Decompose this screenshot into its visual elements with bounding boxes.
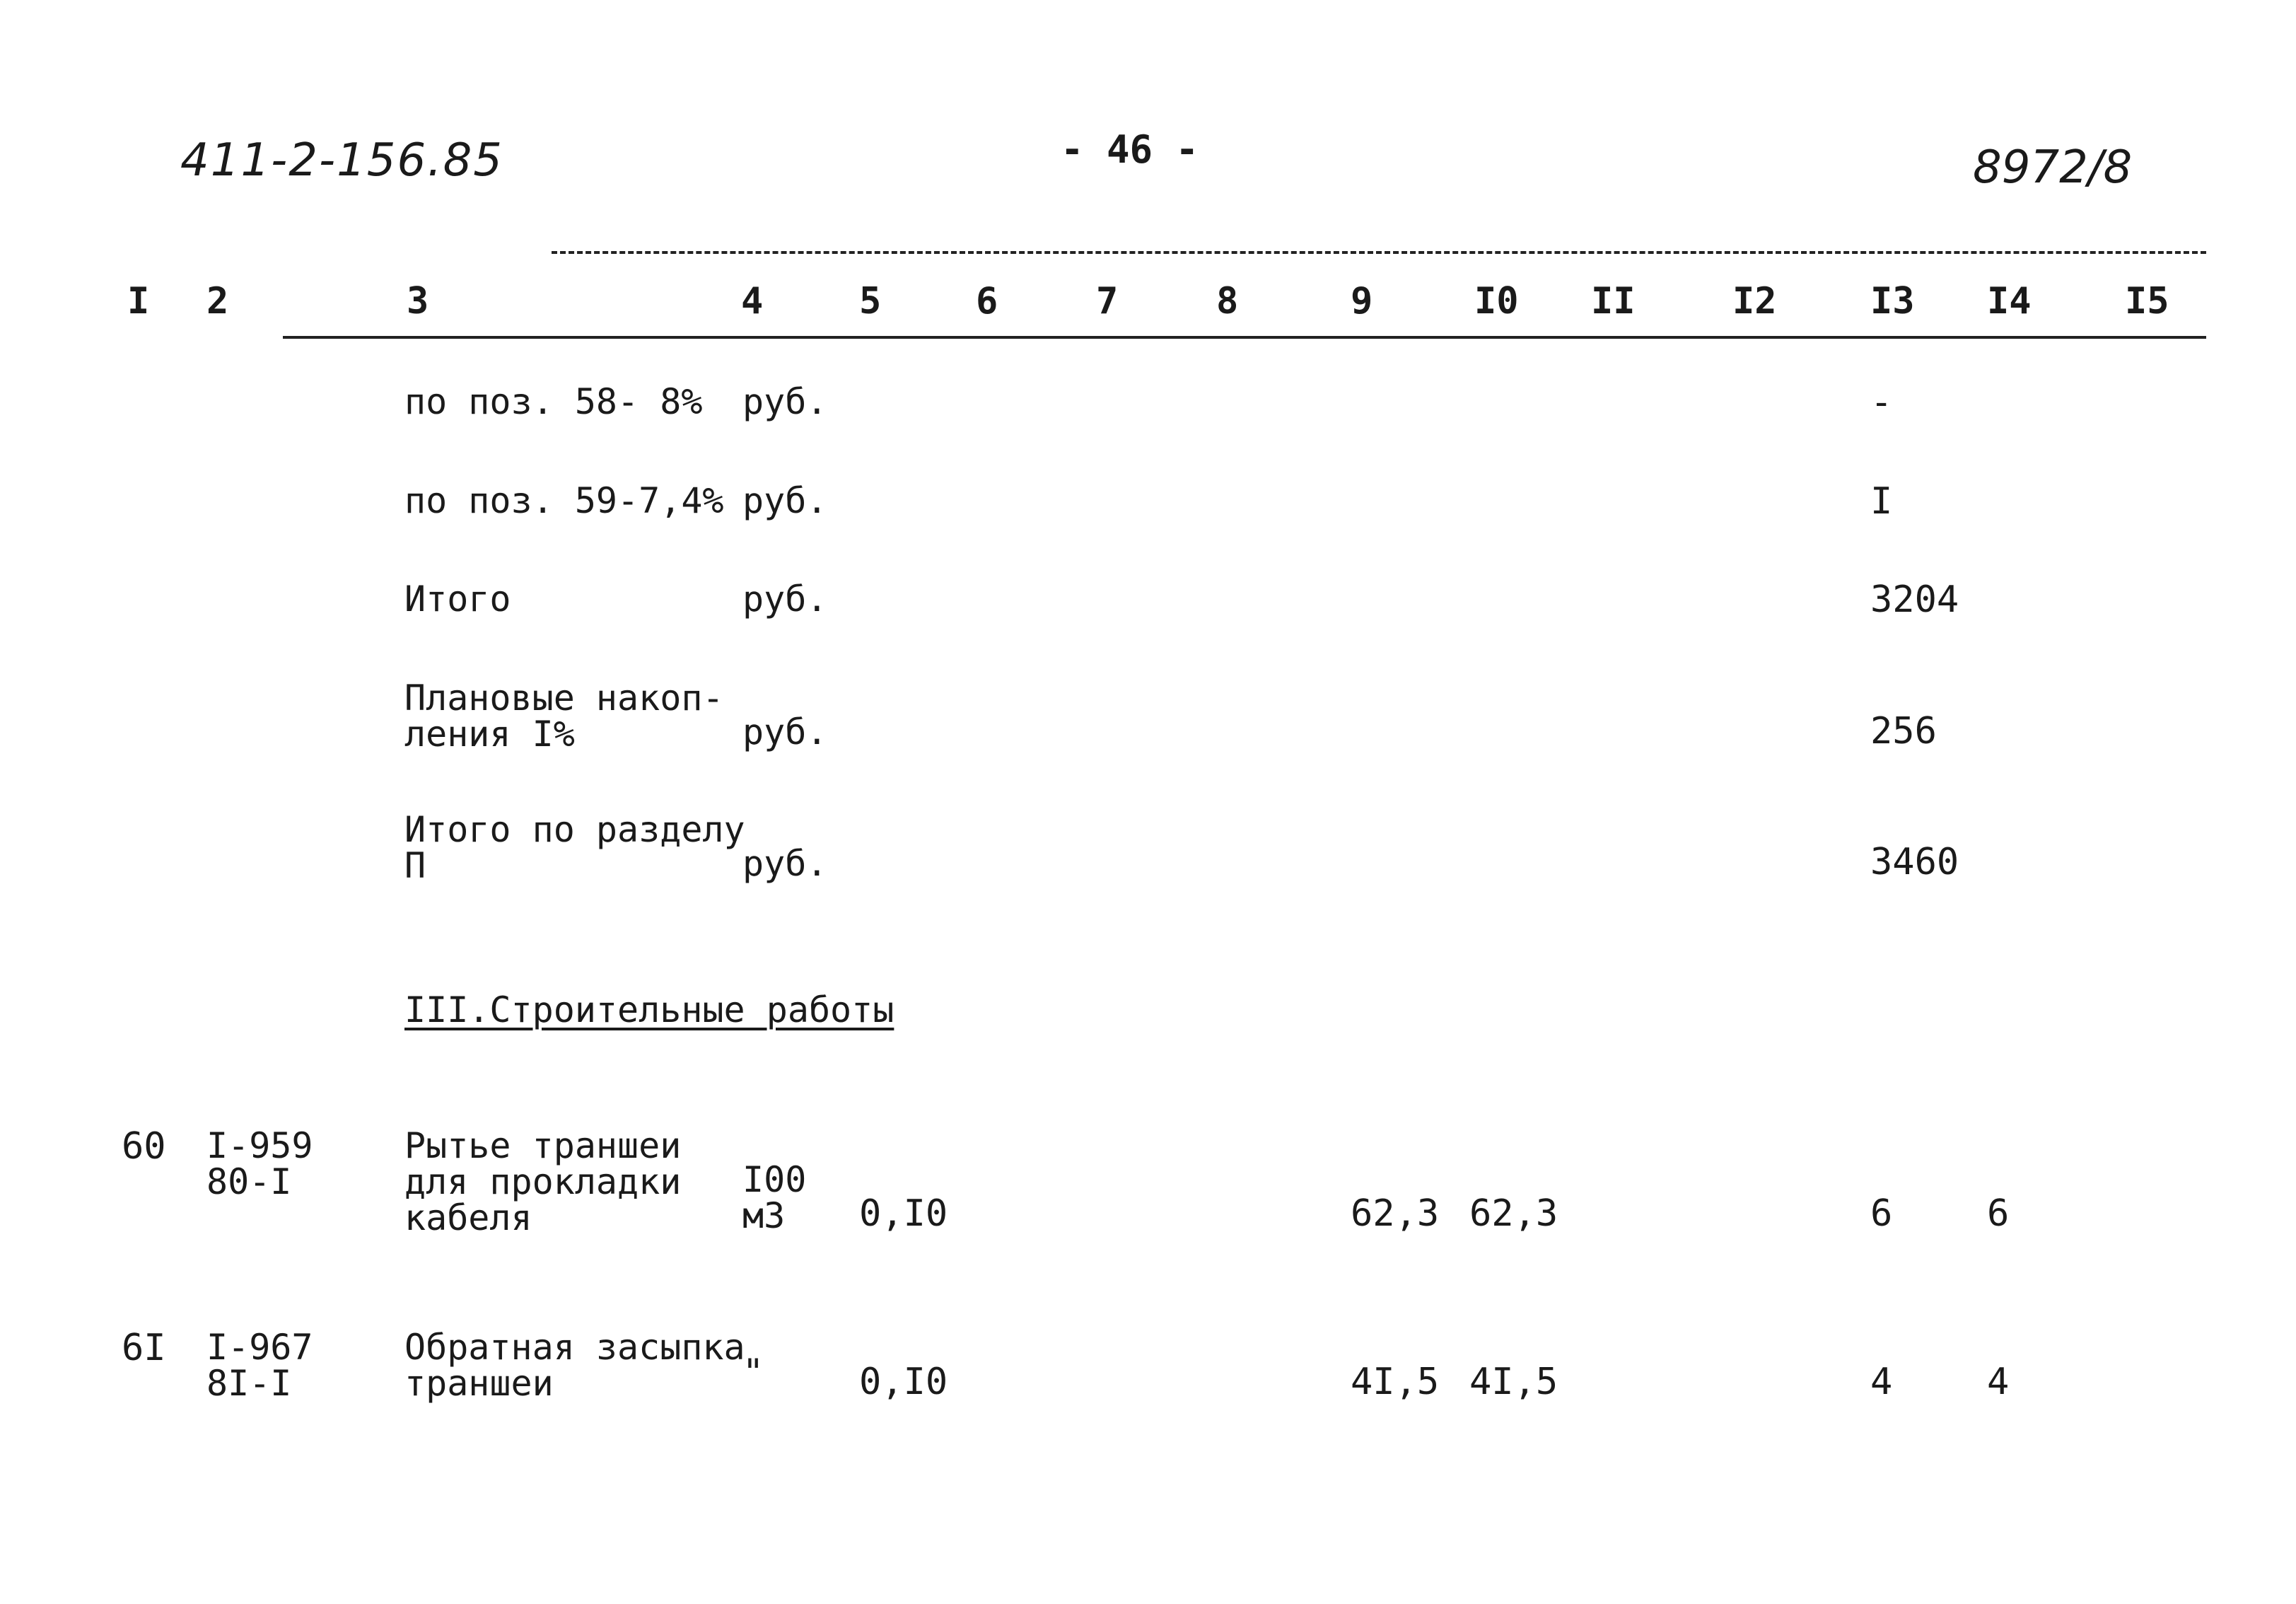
row-description: по поз. 58- 8% [404,381,703,422]
item-col13: 6 [1870,1192,1893,1235]
header-bottom-rule [283,336,2206,339]
row-total: I [1870,480,1893,523]
page-number: - 46 - [1061,127,1199,172]
column-header: 9 [1351,280,1373,322]
item-col9: 4I,5 [1351,1361,1440,1403]
row-total: 3204 [1870,579,1959,621]
column-header: I5 [2125,280,2169,322]
column-header: I4 [1987,280,2032,322]
item-description: Рытье траншеи для прокладки кабеля [404,1125,682,1238]
item-col14: 6 [1987,1192,2010,1235]
column-header: I [127,280,150,322]
row-description: Плановые накоп- ления I% [404,678,724,755]
row-unit: руб. [742,843,828,884]
item-unit: I00 м3 [742,1159,807,1236]
item-code: I-959 80-I [206,1125,313,1202]
sheet-code: 8972/8 [1973,141,2133,194]
row-total: - [1870,381,1893,424]
header-top-rule [552,251,2206,254]
item-number: 60 [122,1125,166,1168]
column-header: I0 [1474,280,1519,322]
section-title: III.Строительные работы [404,989,894,1030]
column-header: 4 [741,280,764,322]
item-quantity: 0,I0 [859,1361,948,1403]
column-header: 6 [976,280,998,322]
row-description: Итого по разделу П [404,809,745,886]
row-unit: руб. [742,480,828,521]
item-code: I-967 8I-I [206,1327,313,1404]
item-col10: 62,3 [1469,1192,1558,1235]
row-total: 3460 [1870,841,1959,883]
item-number: 6I [122,1327,166,1369]
column-header: 2 [206,280,229,322]
row-description: Итого [404,579,511,620]
column-header: 3 [407,280,429,322]
item-description: Обратная засыпка траншеи [404,1327,745,1404]
row-unit: руб. [742,579,828,620]
row-total: 256 [1870,710,1937,752]
row-description: по поз. 59-7,4% [404,480,724,521]
row-unit: руб. [742,711,828,752]
document-code: 411-2-156.85 [180,134,503,187]
item-unit: " [742,1352,764,1393]
item-col13: 4 [1870,1361,1893,1403]
item-col9: 62,3 [1351,1192,1440,1235]
column-header: II [1591,280,1636,322]
column-header: 7 [1096,280,1119,322]
column-header: I3 [1870,280,1915,322]
item-quantity: 0,I0 [859,1192,948,1235]
column-header: I2 [1732,280,1777,322]
row-unit: руб. [742,381,828,422]
column-header: 8 [1216,280,1239,322]
column-header: 5 [859,280,882,322]
item-col14: 4 [1987,1361,2010,1403]
item-col10: 4I,5 [1469,1361,1558,1403]
